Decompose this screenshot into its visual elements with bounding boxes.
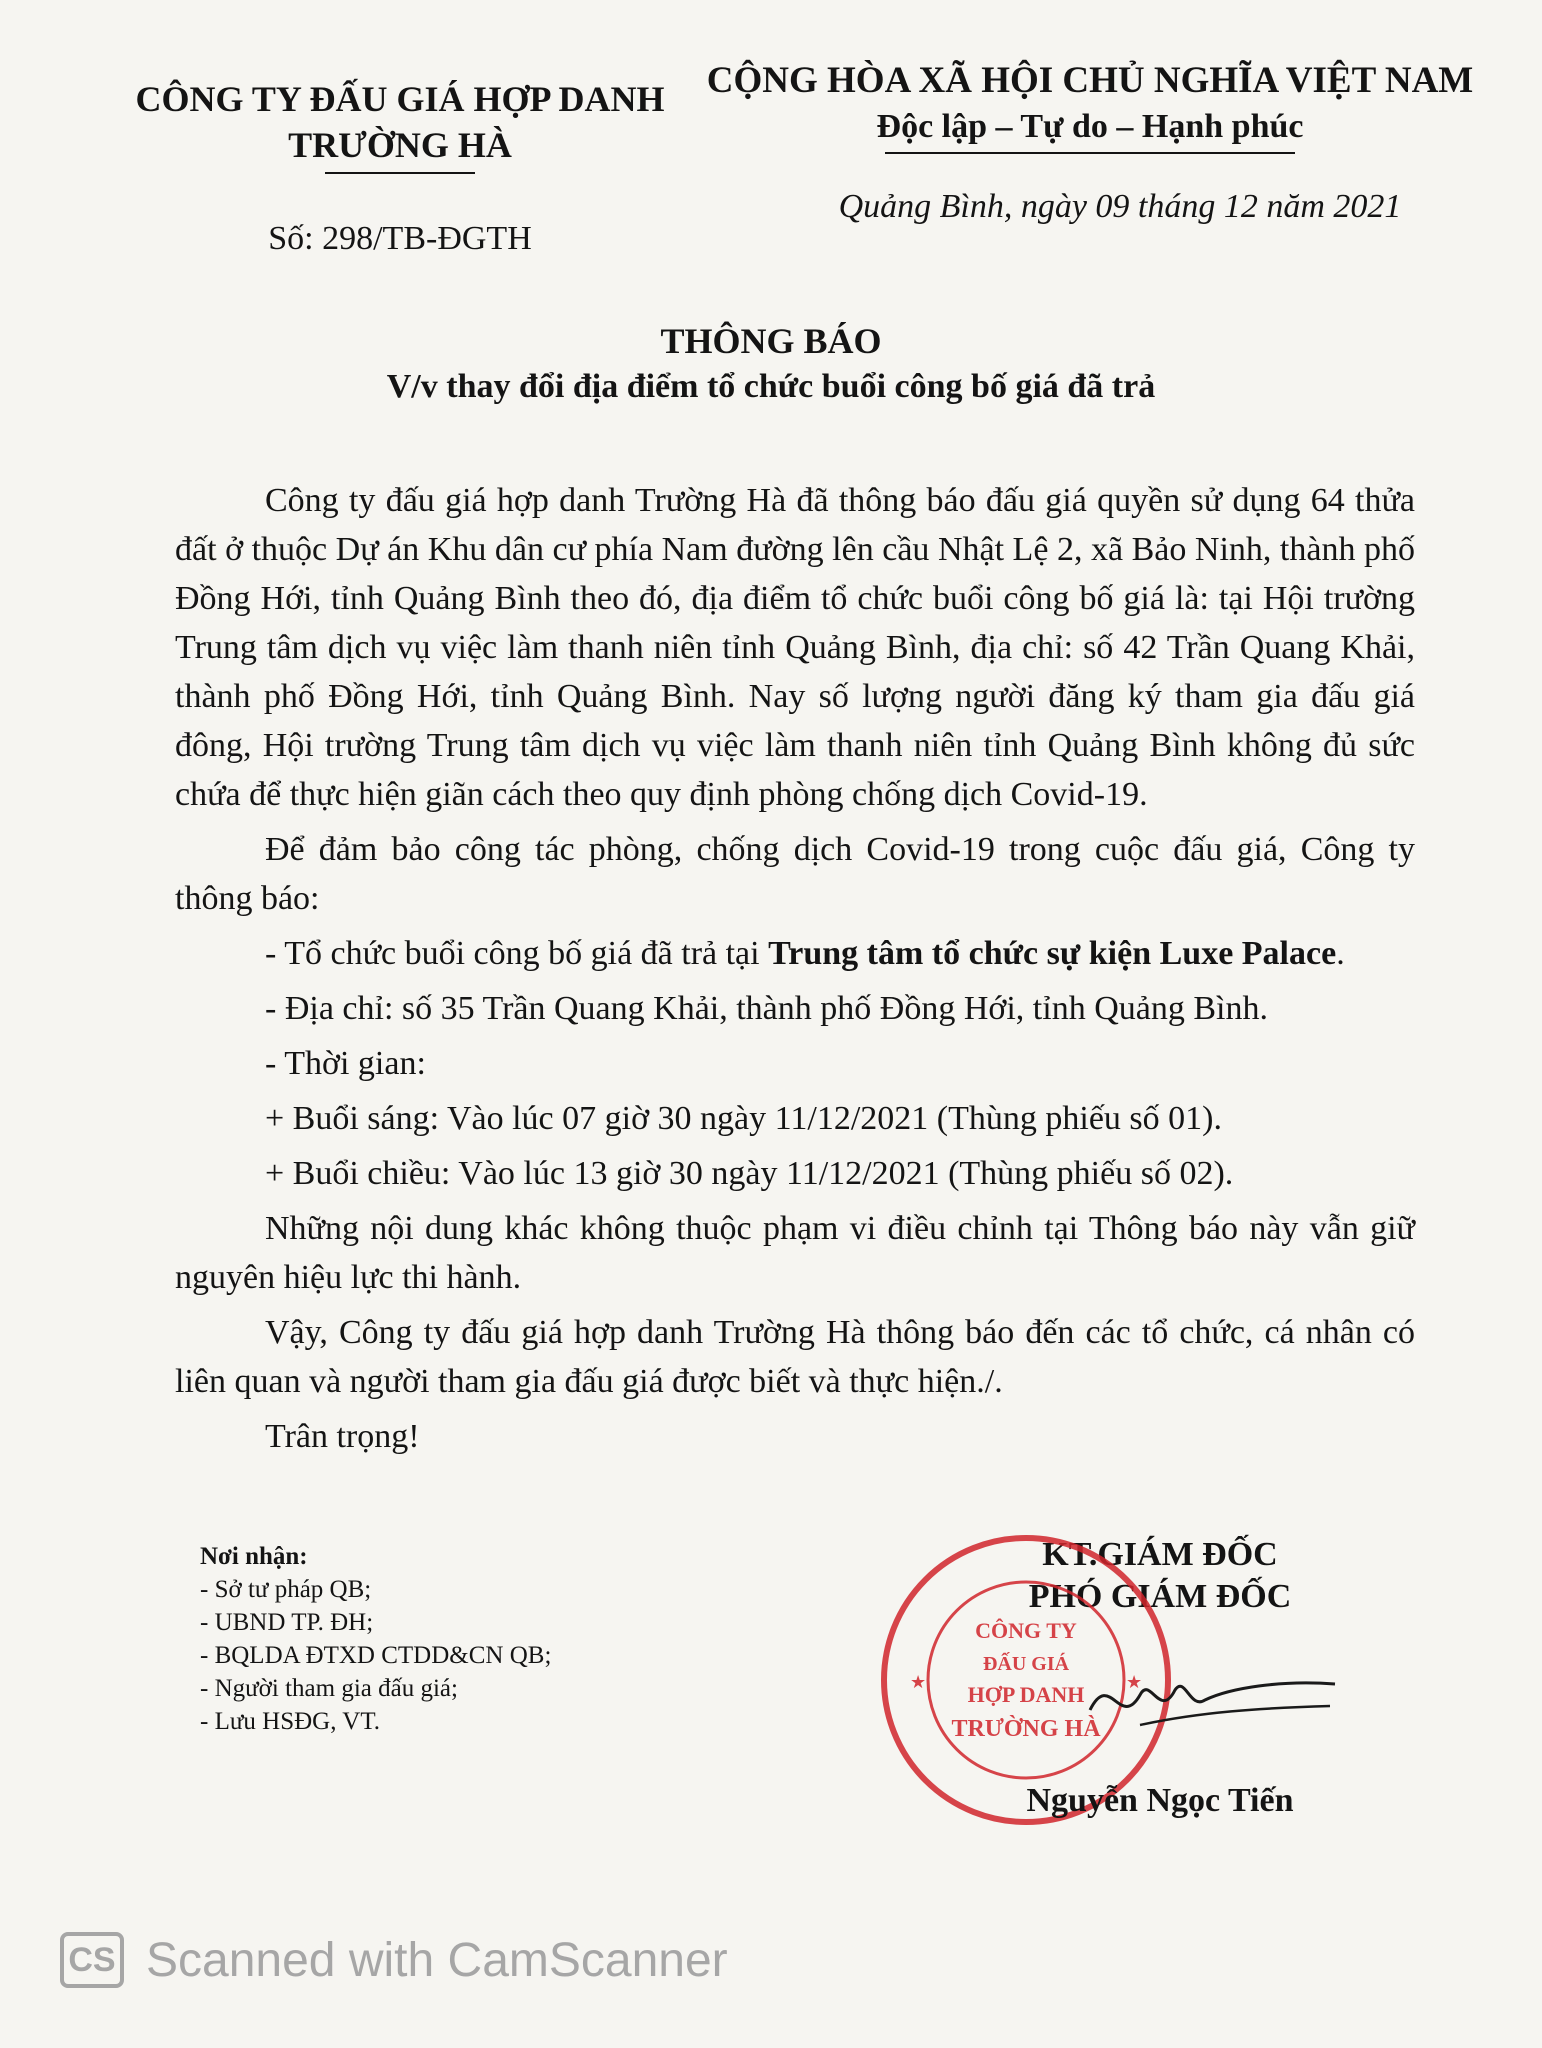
nation-title: CỘNG HÒA XÃ HỘI CHỦ NGHĨA VIỆT NAM — [706, 60, 1474, 101]
document-body — [175, 476, 1415, 1461]
paragraph-1: Công ty đấu giá hợp danh Trường Hà đã thông báo đấu giá quyền sử dụng 64 thửa đất ở thuộc Dự án Khu dân cư phía Nam đường lên cầu Nhật Lệ 2, xã Bảo Ninh, thành phố Đồng Hới, tỉnh Quảng Bình theo đó, địa điểm tổ chức buổi công bố giá là: tại Hội trường Trung tâm dịch vụ việc làm thanh niên tỉnh Quảng Bình, địa chỉ: số 42 Trần Quang Khải, thành phố Đồng Hới, tỉnh Quảng Bình. Nay số lượng người đăng ký tham gia đấu giá đông, Hội trường Trung tâm dịch vụ việc làm thanh niên tỉnh Quảng Bình không đủ sức chứa để thực hiện giãn cách theo quy định phòng chống dịch Covid-19. — [175, 482, 1415, 813]
closing-greeting: Trân trọng! — [265, 1418, 420, 1455]
title-main: THÔNG BÁO — [660, 321, 882, 361]
motto-underline — [885, 152, 1295, 154]
issuer-underline — [325, 172, 475, 174]
national-header — [700, 58, 1480, 226]
watermark-text: Scanned with CamScanner — [146, 1933, 728, 1987]
svg-text:ĐẤU GIÁ: ĐẤU GIÁ — [982, 1653, 1070, 1675]
document-number: Số: 298/TB-ĐGTH — [268, 220, 532, 257]
paragraph-3: Những nội dung khác không thuộc phạm vi điều chỉnh tại Thông báo này vẫn giữ nguyên hiệu lực thi hành. — [175, 1210, 1415, 1296]
recipient-item: - Người tham gia đấu giá; — [200, 1675, 458, 1702]
camscanner-logo-icon: CS — [60, 1932, 124, 1988]
list-item-time: - Thời gian: — [265, 1045, 426, 1082]
recipient-item: - Lưu HSĐG, VT. — [200, 1708, 380, 1735]
handwritten-signature-icon — [1080, 1650, 1340, 1740]
recipient-item: - UBND TP. ĐH; — [200, 1609, 374, 1636]
svg-text:HỢP DANH: HỢP DANH — [967, 1682, 1085, 1707]
paragraph-2: Để đảm bảo công tác phòng, chống dịch Covid-19 trong cuộc đấu giá, Công ty thông báo: — [175, 831, 1415, 917]
paragraph-4: Vậy, Công ty đấu giá hợp danh Trường Hà thông báo đến các tổ chức, cá nhân có liên quan và người tham gia đấu giá được biết và thực hiện./. — [175, 1314, 1415, 1400]
recipient-item: - Sở tư pháp QB; — [200, 1576, 372, 1603]
recipient-item: - BQLDA ĐTXD CTDD&CN QB; — [200, 1642, 552, 1669]
list-item-afternoon: + Buổi chiều: Vào lúc 13 giờ 30 ngày 11/12/2021 (Thùng phiếu số 02). — [265, 1155, 1234, 1192]
venue-suffix: . — [1336, 935, 1345, 972]
issuer-name-line2: TRƯỜNG HÀ — [288, 125, 512, 165]
svg-text:TRƯỜNG HÀ: TRƯỜNG HÀ — [951, 1716, 1101, 1742]
nation-motto: Độc lập – Tự do – Hạnh phúc — [876, 108, 1304, 145]
document-title — [0, 318, 1542, 410]
signer-name: Nguyễn Ngọc Tiến — [1026, 1782, 1294, 1819]
camscanner-watermark — [60, 1930, 728, 1990]
recipients-block — [200, 1540, 720, 1738]
svg-text:★: ★ — [910, 1672, 927, 1692]
recipients-heading: Nơi nhận: — [200, 1543, 308, 1570]
list-item-venue — [175, 929, 1415, 978]
signer-authority: KT.GIÁM ĐỐC — [1042, 1536, 1278, 1573]
venue-prefix: - Tổ chức buổi công bố giá đã trả tại — [265, 935, 769, 972]
list-item-morning: + Buổi sáng: Vào lúc 07 giờ 30 ngày 11/12/2021 (Thùng phiếu số 01). — [265, 1100, 1222, 1137]
title-subject: V/v thay đổi địa điểm tổ chức buổi công bố giá đã trả — [386, 368, 1156, 405]
list-item-address: - Địa chỉ: số 35 Trần Quang Khải, thành phố Đồng Hới, tỉnh Quảng Bình. — [265, 990, 1268, 1027]
svg-text:★: ★ — [1126, 1672, 1143, 1692]
issuer-header — [120, 76, 680, 262]
issuer-name-line1: CÔNG TY ĐẤU GIÁ HỢP DANH — [135, 79, 665, 119]
svg-text:CÔNG TY: CÔNG TY — [975, 1618, 1077, 1643]
signer-title: PHÓ GIÁM ĐỐC — [1028, 1578, 1292, 1615]
place-date: Quảng Bình, ngày 09 tháng 12 năm 2021 — [838, 188, 1402, 225]
venue-name: Trung tâm tổ chức sự kiện Luxe Palace — [768, 935, 1337, 972]
